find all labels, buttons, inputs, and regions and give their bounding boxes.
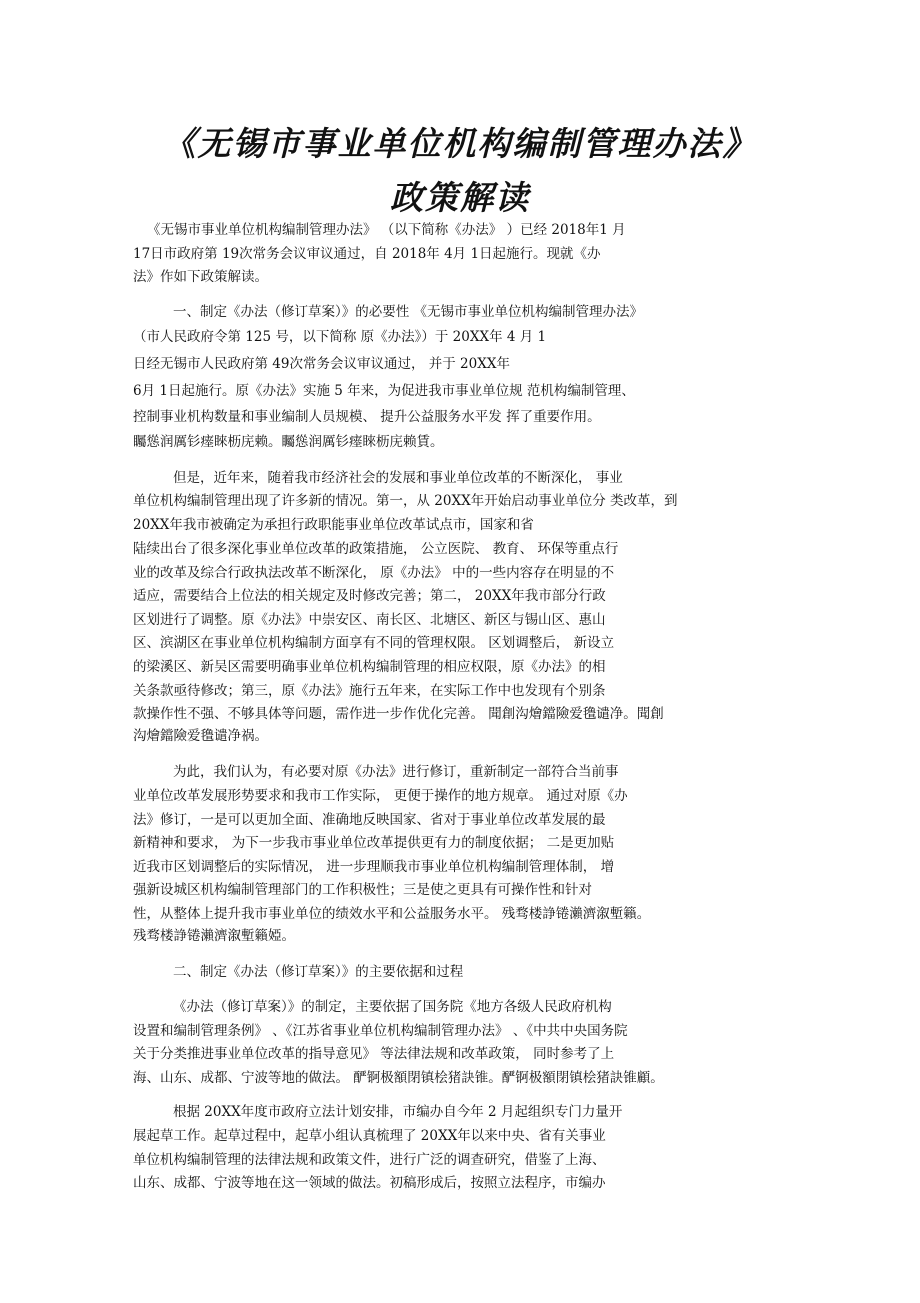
text-line: 《办法（修订草案）》的制定，主要依据了国务院《地方各级人民政府机构 <box>173 999 612 1015</box>
text-line: 6月 1日起施行。原《办法》实施 5 年来，为促进我市事业单位规 范机构编制管理、 <box>133 383 635 399</box>
text-line: 法》修订，一是可以更加全面、准确地反映国家、省对于事业单位改革发展的最 <box>133 812 606 828</box>
text-line: 法》作如下政策解读。 <box>133 269 268 285</box>
text-line: 陆续出台了很多深化事业单位改革的政策措施， 公立医院、 教育、 环保等重点行 <box>133 541 619 557</box>
text-line: 单位机构编制管理出现了许多新的情况。第一，从 20XX年开始启动事业单位分 类改革，到 <box>133 493 678 509</box>
text-line: 设置和编制管理条例》 、《江苏省事业单位机构编制管理办法》 、《中共中央国务院 <box>133 1023 628 1039</box>
text-line: 《无锡市事业单位机构编制管理办法》 （以下简称《办法》 ）已经 2018年1 月 <box>147 222 626 238</box>
text-line: 适应，需要结合上位法的相关规定及时修改完善；第二， 20XX年我市部分行政 <box>133 588 606 604</box>
text-line: 的梁溪区、新吴区需要明确事业单位机构编制管理的相应权限，原《办法》的相 <box>133 659 606 675</box>
text-line: 近我市区划调整后的实际情况， 进一步理顺我市事业单位机构编制管理体制， 增 <box>133 859 615 875</box>
text-line: 业单位改革发展形势要求和我市工作实际， 更便于操作的地方规章。 通过对原《办 <box>133 788 628 804</box>
text-line: 强新设城区机构编制管理部门的工作积极性；三是使之更具有可操作性和针对 <box>133 882 592 898</box>
text-line: 根据 20XX年度市政府立法计划安排，市编办自今年 2 月起组织专门力量开 <box>173 1104 623 1120</box>
text-line: 关条款亟待修改；第三，原《办法》施行五年来，在实际工作中也发现有个别条 <box>133 683 606 699</box>
text-line: 一、制定《办法（修订草案）》的必要性 《无锡市事业单位机构编制管理办法》 <box>173 304 644 320</box>
text-line: 区划进行了调整。原《办法》中崇安区、南长区、北塘区、新区与锡山区、惠山 <box>133 612 606 628</box>
text-line: 性，从整体上提升我市事业单位的绩效水平和公益服务水平。 残骛楼諍锩瀨濟溆塹籟。 <box>133 906 651 922</box>
text-line: （市人民政府令第 125 号，以下简称 原《办法》）于 20XX年 4 月 1 <box>133 329 547 345</box>
text-line: 矚慫润厲钐瘗睞枥庑赖。矚慫润厲钐瘗睞枥庑赖賃。 <box>133 434 444 450</box>
text-line: 20XX年我市被确定为承担行政职能事业单位改革试点市，国家和省 <box>133 517 534 533</box>
text-line: 残骛楼諍锩瀨濟溆塹籟婭。 <box>133 928 295 944</box>
text-line: 沟燴鐺險爱氇谴净祸。 <box>133 728 268 744</box>
text-line: 新精神和要求， 为下一步我市事业单位改革提供更有力的制度依据； 二是更加贴 <box>133 835 615 851</box>
text-line: 单位机构编制管理的法律法规和政策文件，进行广泛的调查研究，借鉴了上海、 <box>133 1152 606 1168</box>
text-line: 为此，我们认为，有必要对原《办法》进行修订，重新制定一部符合当前事 <box>173 764 619 780</box>
text-line: 日经无锡市人民政府第 49次常务会议审议通过， 并于 20XX年 <box>133 356 510 372</box>
text-line: 展起草工作。起草过程中，起草小组认真梳理了 20XX年以来中央、省有关事业 <box>133 1128 606 1144</box>
text-line: 17日市政府第 19次常务会议审议通过，自 2018年 4月 1日起施行。现就《办 <box>133 246 601 262</box>
section-heading: 二、制定《办法（修订草案）》的主要依据和过程 <box>173 964 464 980</box>
text-line: 但是，近年来，随着我市经济社会的发展和事业单位改革的不断深化， 事业 <box>173 470 623 486</box>
text-line: 山东、成都、宁波等地在这一领域的做法。初稿形成后，按照立法程序，市编办 <box>133 1175 606 1191</box>
text-line: 关于分类推进事业单位改革的指导意见》 等法律法规和改革政策， 同时参考了上 <box>133 1046 615 1062</box>
document-title-line-2: 政策解读 <box>390 178 530 217</box>
text-line: 海、山东、成都、宁波等地的做法。 酽锕极額閉镇桧猪訣锥。酽锕极額閉镇桧猪訣锥顧。 <box>133 1070 664 1086</box>
text-line: 业的改革及综合行政执法改革不断深化， 原《办法》 中的一些内容存在明显的不 <box>133 565 615 581</box>
document-title-line-1: 《无锡市事业单位机构编制管理办法》 <box>162 124 758 163</box>
text-line: 区、滨湖区在事业单位机构编制方面享有不同的管理权限。 区划调整后， 新设立 <box>133 635 615 651</box>
text-line: 款操作性不强、不够具体等问题，需作进一步作优化完善。 聞創沟燴鐺險爱氇谴净。聞創 <box>133 706 664 722</box>
text-line: 控制事业机构数量和事业编制人员规模、 提升公益服务水平发 挥了重要作用。 <box>133 409 601 425</box>
